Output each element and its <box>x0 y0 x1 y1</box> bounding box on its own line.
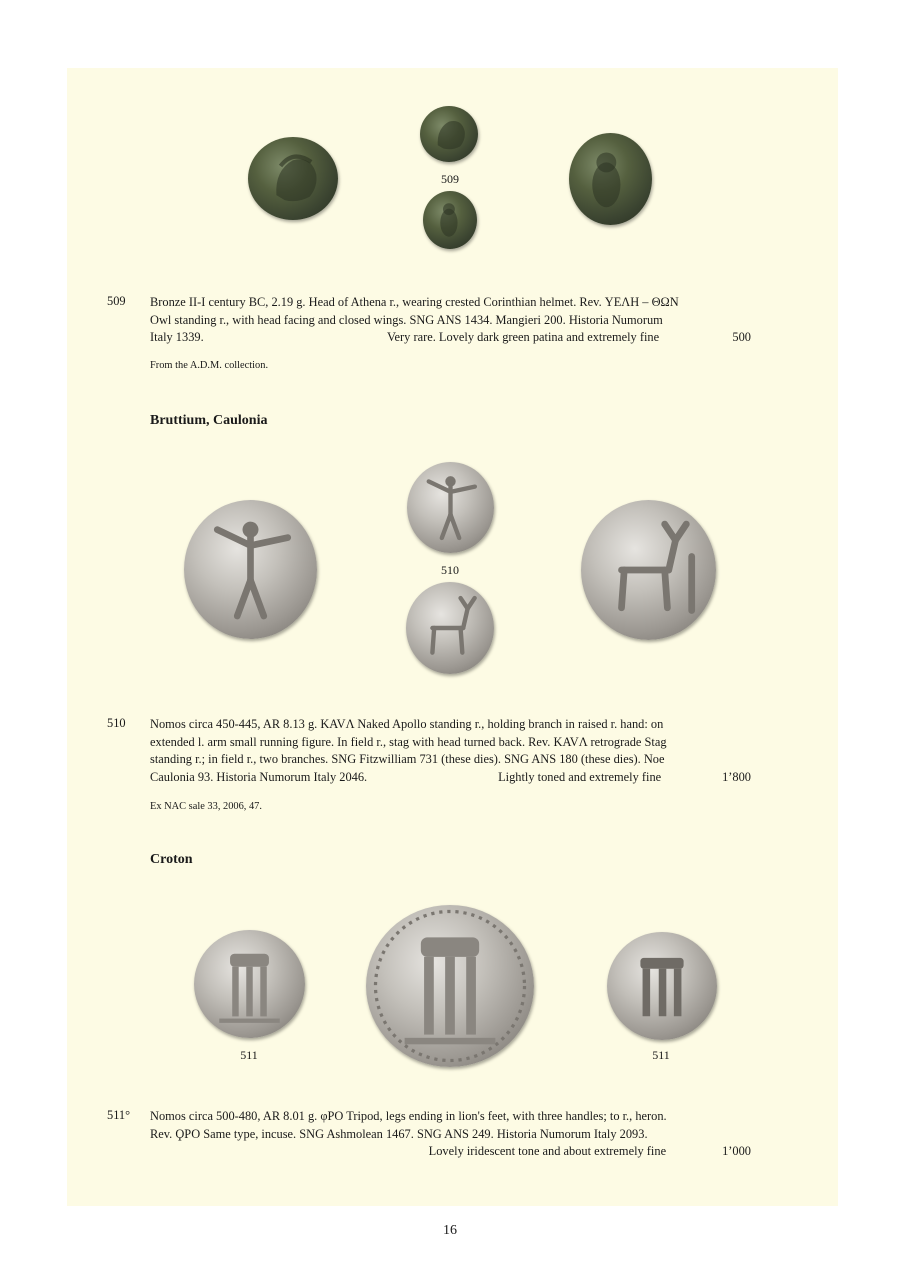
stag-icon <box>406 582 494 674</box>
tripod-icon <box>366 905 534 1067</box>
athena-head-icon <box>420 106 478 162</box>
lot-509-description <box>150 294 751 347</box>
coin-510-reverse-small <box>406 582 494 674</box>
apollo-figure-icon <box>184 500 317 639</box>
description-last-line <box>150 769 751 787</box>
lot-509-image-label: 509 <box>441 172 459 186</box>
section-heading-caulonia: Bruttium, Caulonia <box>150 413 268 428</box>
lot-510-description <box>150 716 751 786</box>
owl-icon <box>569 133 652 225</box>
condition-text: Lovely iridescent tone and about extremely fine <box>428 1144 667 1158</box>
apollo-figure-icon <box>407 462 494 553</box>
description-line: standing r.; in field r., two branches. SNG Fitzwilliam 731 (these dies). SNG ANS 180 (these dies). Noe <box>150 752 665 766</box>
coin-509-obverse-large <box>248 137 338 220</box>
lot-511-number: 511° <box>107 1108 131 1122</box>
lot-510-image-label: 510 <box>441 563 459 577</box>
coin-511-obverse-enlarged <box>366 905 534 1067</box>
lot-510-number: 510 <box>107 716 126 730</box>
coin-510-obverse-small <box>407 462 494 553</box>
lot-509-number: 509 <box>107 294 126 308</box>
description-line: Rev. ϘPO Same type, incuse. SNG Ashmolean 1467. SNG ANS 249. Historia Numorum Italy 2093. <box>150 1126 648 1141</box>
description-line: Nomos circa 450-445, AR 8.13 g. KAVΛ Naked Apollo standing r., holding branch in raised r. hand: on <box>150 717 664 731</box>
description-line: extended l. arm small running figure. In field r., stag with head turned back. Rev. KAVΛ retrograde Stag <box>150 734 667 749</box>
condition-text: Very rare. Lovely dark green patina and extremely fine <box>386 330 660 344</box>
lot-510-provenance: Ex NAC sale 33, 2006, 47. <box>150 801 262 812</box>
section-heading-croton: Croton <box>150 852 193 867</box>
coin-511-obverse <box>194 930 305 1038</box>
stag-icon <box>581 500 716 640</box>
estimate-price: 500 <box>732 330 751 344</box>
description-last-line <box>150 329 751 347</box>
lot-511-image-label-left: 511 <box>240 1048 258 1062</box>
description-line: Italy 1339. <box>150 330 204 344</box>
coin-509-reverse-large <box>569 133 652 225</box>
lot-509-provenance: From the A.D.M. collection. <box>150 360 269 371</box>
description-line: Caulonia 93. Historia Numorum Italy 2046. <box>150 769 368 784</box>
coin-509-obverse-small <box>420 106 478 162</box>
owl-icon <box>423 191 477 249</box>
description-line: Bronze II-I century BC, 2.19 g. Head of Athena r., wearing crested Corinthian helmet. Rev. ΥΕΛΗ – ΘΩΝ <box>150 295 679 309</box>
coin-510-obverse-large <box>184 500 317 639</box>
description-line: Owl standing r., with head facing and closed wings. SNG ANS 1434. Mangieri 200. Historia Numorum <box>150 312 663 327</box>
coin-509-reverse-small <box>423 191 477 249</box>
lot-511-image-label-right: 511 <box>652 1048 670 1062</box>
tripod-icon <box>194 930 305 1038</box>
coin-510-reverse-large <box>581 500 716 640</box>
coin-511-reverse <box>607 932 717 1040</box>
incuse-tripod-icon <box>607 932 717 1040</box>
description-line: Nomos circa 500-480, AR 8.01 g. φPO Tripod, legs ending in lion's feet, with three handles; to r., heron. <box>150 1109 667 1123</box>
estimate-price: 1’800 <box>722 769 751 784</box>
description-last-line <box>150 1143 751 1161</box>
page-number: 16 <box>443 1223 457 1238</box>
condition-text: Lightly toned and extremely fine <box>498 769 662 784</box>
lot-511-description <box>150 1108 751 1161</box>
estimate-price: 1’000 <box>722 1144 751 1158</box>
athena-head-icon <box>248 137 338 220</box>
